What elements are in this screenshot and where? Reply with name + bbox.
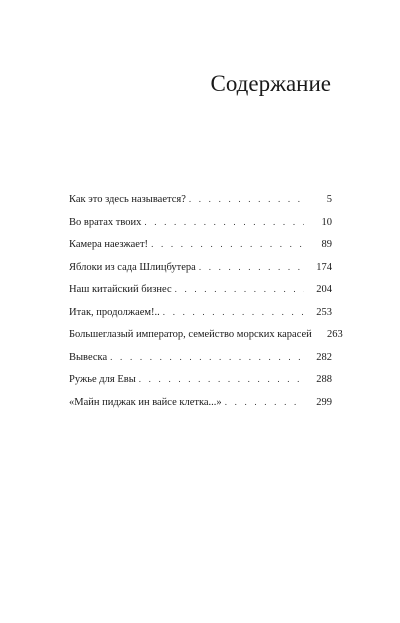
toc-entry [69, 283, 332, 306]
page-title: Содержание [210, 71, 331, 96]
toc-entry-page-number: 174 [316, 261, 332, 273]
toc-entry-page-number: 10 [321, 216, 332, 228]
toc-entry-title: Как это здесь называется? [69, 194, 186, 205]
toc-entry-page-number: 299 [316, 396, 332, 408]
toc-entry [69, 351, 332, 374]
toc-entry [69, 261, 332, 284]
toc-entry-title: Яблоки из сада Шлицбутера [69, 261, 196, 273]
dot-leader [189, 193, 304, 205]
table-of-contents [69, 193, 343, 418]
toc-entry-page-number: 253 [316, 306, 332, 318]
toc-entry-page-number: 89 [321, 239, 332, 250]
dot-leader [225, 396, 304, 408]
dot-leader [175, 283, 304, 295]
toc-entry [69, 306, 332, 329]
dot-leader [110, 351, 304, 363]
toc-entry-page-number: 288 [316, 374, 332, 385]
toc-entry-title: Наш китайский бизнес [69, 284, 172, 295]
dot-leader [144, 216, 304, 228]
toc-entry-title: Итак, продолжаем!.. [69, 306, 160, 318]
toc-entry-title: Во вратах твоих [69, 216, 142, 228]
toc-entry [69, 216, 332, 239]
toc-entry-page-number: 204 [316, 284, 332, 295]
toc-entry [69, 193, 332, 216]
toc-entry-page-number: 5 [326, 194, 332, 205]
toc-entry [69, 373, 332, 396]
toc-entry [69, 328, 343, 351]
dot-leader [163, 306, 304, 318]
toc-entry-title: «Майн пиджак ин вайсе клетка...» [69, 396, 222, 408]
toc-entry-title: Вывеска [69, 351, 108, 363]
dot-leader [139, 373, 304, 385]
toc-entry [69, 238, 332, 261]
dot-leader [199, 261, 304, 273]
toc-entry [69, 396, 332, 419]
toc-entry-title: Камера наезжает! [69, 239, 149, 250]
dot-leader [151, 238, 304, 250]
toc-entry-page-number: 282 [316, 351, 332, 363]
toc-entry-page-number: 263 [327, 329, 343, 340]
toc-entry-title: Большеглазый император, семейство морских карасей [69, 329, 312, 340]
toc-entry-title: Ружье для Евы [69, 374, 136, 385]
